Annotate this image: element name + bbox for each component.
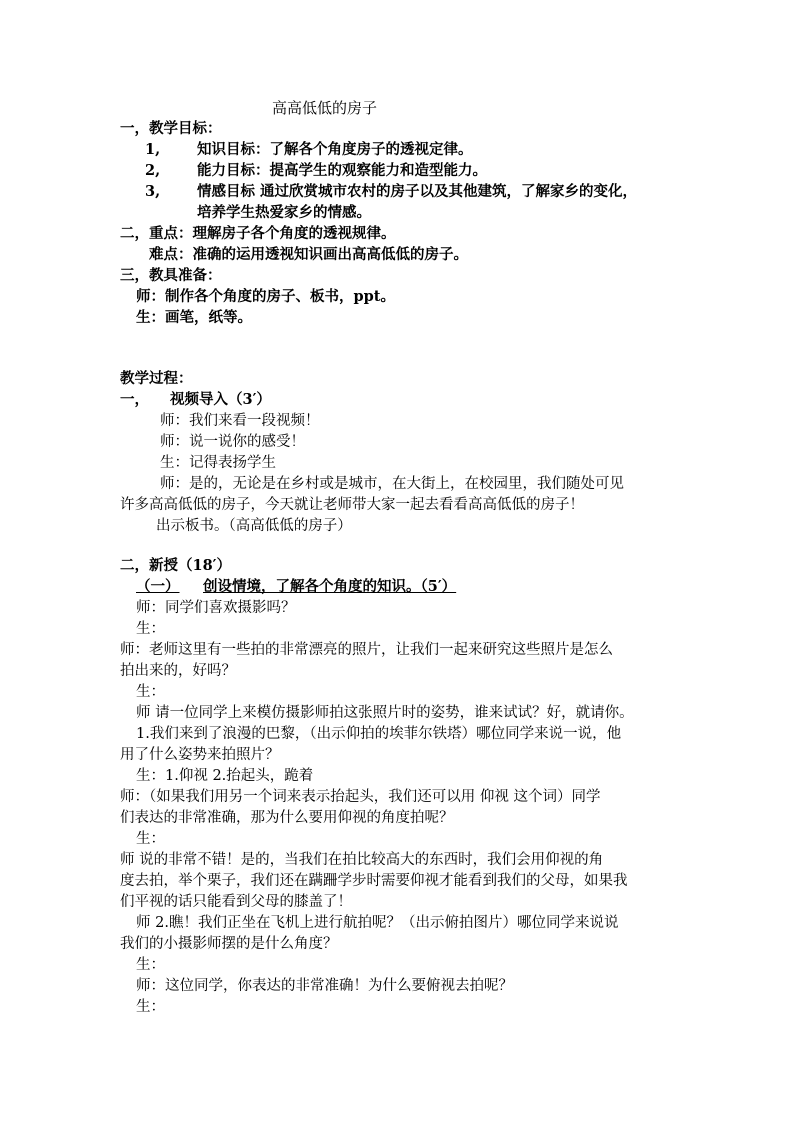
goal-2-number: 2, (145, 162, 161, 179)
dialogue-line: 师：（如果我们用另一个词来表示抬起头，我们还可以用 仰视 这个词）同学 (120, 789, 601, 805)
goals-heading: 一，教学目标： (120, 120, 222, 137)
goal-3-text: 情感目标 通过欣赏城市农村的房子以及其他建筑，了解家乡的变化， (197, 183, 638, 200)
section-1-line: 生：记得表扬学生 (160, 455, 276, 471)
difficult-point: 难点：准确的运用透视知识画出高高低低的房子。 (149, 246, 468, 263)
dialogue-line: 师 请一位同学上来模仿摄影师拍这张照片时的姿势，谁来试试？好，就请你。 (136, 705, 634, 721)
dialogue-line: 生： (136, 831, 165, 847)
dialogue-line: 用了什么姿势来拍照片？ (120, 747, 280, 763)
section-1-line: 出示板书。（高高低低的房子） (156, 518, 352, 534)
section-1-line: 师：说一说你的感受！ (160, 434, 305, 450)
dialogue-line: 生： (136, 621, 165, 637)
dialogue-line: 师 说的非常不错！是的，当我们在拍比较高大的东西时，我们会用仰视的角 (120, 852, 604, 868)
document-title: 高高低低的房子 (272, 99, 378, 117)
goal-2-text: 能力目标：提高学生的观察能力和造型能力。 (197, 162, 487, 179)
dialogue-line: 师 2.瞧！我们正坐在飞机上进行航拍呢？（出示俯拍图片）哪位同学来说说 (136, 915, 619, 931)
dialogue-line: 拍出来的，好吗？ (120, 663, 236, 679)
section-2-heading: 二，新授（18′） (120, 557, 232, 574)
process-heading: 教学过程： (120, 370, 193, 387)
prep-teacher: 师：制作各个角度的房子、板书，ppt。 (136, 288, 395, 305)
dialogue-line: 们表达的非常准确，那为什么要用仰视的角度拍呢？ (120, 810, 454, 826)
dialogue-line: 师：这位同学，你表达的非常准确！为什么要俯视去拍呢？ (136, 978, 513, 994)
dialogue-line: 生： (136, 999, 165, 1015)
prep-heading: 三，教具准备： (120, 267, 222, 284)
dialogue-line: 师：老师这里有一些拍的非常漂亮的照片，让我们一起来研究这些照片是怎么 (120, 642, 613, 658)
key-point: 二，重点：理解房子各个角度的透视规律。 (120, 225, 396, 242)
dialogue-line: 生： (136, 957, 165, 973)
subsection-1-number: （一） (136, 578, 180, 595)
prep-student: 生：画笔，纸等。 (136, 309, 252, 326)
goal-3-continuation: 培养学生热爱家乡的情感。 (197, 204, 371, 221)
dialogue-line: 我们的小摄影师摆的是什么角度？ (120, 936, 338, 952)
section-1-line: 许多高高低低的房子，今天就让老师带大家一起去看看高高低低的房子！ (120, 497, 584, 513)
dialogue-line: 师：同学们喜欢摄影吗？ (136, 600, 296, 616)
section-1-line: 师：是的，无论是在乡村或是城市，在大街上，在校园里，我们随处可见 (160, 476, 624, 492)
dialogue-line: 度去拍，举个栗子，我们还在蹒跚学步时需要仰视才能看到我们的父母，如果我 (120, 873, 628, 889)
subsection-1-title: 创设情境，了解各个角度的知识。（5′） (203, 578, 457, 595)
goal-1-number: 1, (145, 141, 161, 158)
goal-1-text: 知识目标：了解各个角度房子的透视定律。 (197, 141, 473, 158)
dialogue-line: 1.我们来到了浪漫的巴黎，（出示仰拍的埃菲尔铁塔）哪位同学来说一说，他 (136, 726, 622, 742)
section-1-title: 视频导入（3′） (170, 391, 271, 408)
section-1-line: 师：我们来看一段视频！ (160, 413, 320, 429)
goal-3-number: 3, (145, 183, 161, 200)
dialogue-line: 们平视的话只能看到父母的膝盖了！ (120, 894, 352, 910)
dialogue-line: 生：1.仰视 2.抬起头，跪着 (136, 768, 314, 784)
dialogue-line: 生： (136, 684, 165, 700)
section-1-number: 一， (120, 391, 149, 408)
